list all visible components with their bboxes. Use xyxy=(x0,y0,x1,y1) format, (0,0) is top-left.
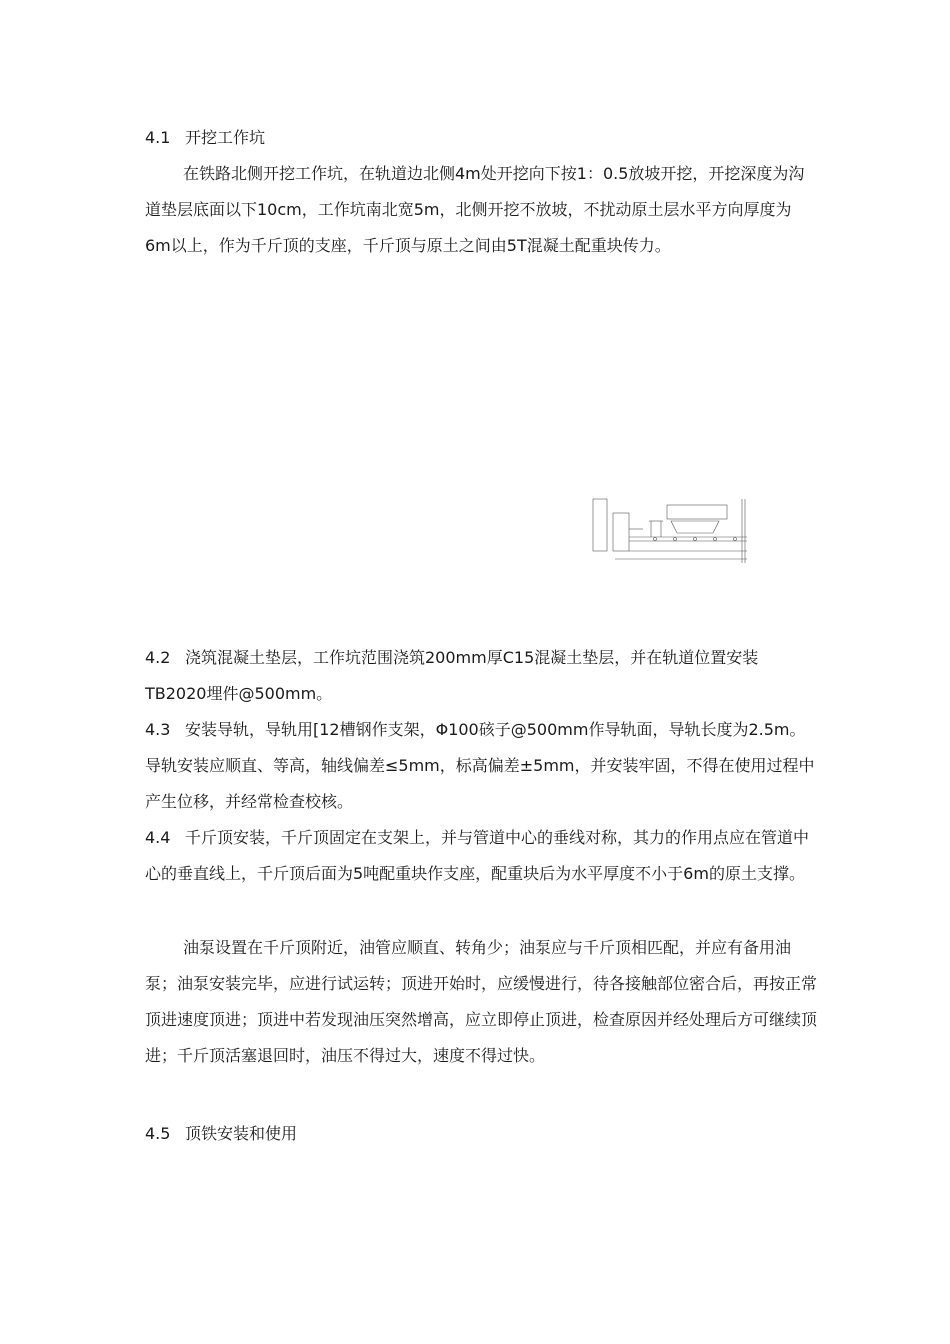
jacking-pit-diagram xyxy=(585,495,747,563)
section-body: 安装导轨，导轨用[12槽钢作支架，Φ100硋子@500mm作导轨面，导轨长度为2.5m。导轨安装应顺直、等高，轴线偏差≤5mm，标高偏差±5mm，并安装牢固，不得在使用过程中产生位移，并经常检查校核。 xyxy=(145,720,815,811)
section-4-2-paragraph xyxy=(145,640,817,712)
section-number: 4.1 xyxy=(145,128,171,147)
section-body: 浇筑混凝土垫层，工作坑范围浇筑200mm厚C15混凝土垫层，并在轨道位置安装TB2020埋件@500mm。 xyxy=(145,648,759,703)
section-number: 4.2 xyxy=(145,648,171,667)
section-4-1-paragraph: 在铁路北侧开挖工作坑，在轨道边北侧4m处开挖向下按1：0.5放坡开挖，开挖深度为沟道垫层底面以下10cm，工作坑南北宽5m，北侧开挖不放坡，不扰动原土层水平方向厚度为6m以上，作为千斤顶的支座，千斤顶与原土之间由5T混凝土配重块传力。 xyxy=(145,164,805,255)
section-number: 4.3 xyxy=(145,720,171,739)
section-body: 千斤顶安装，千斤顶固定在支架上，并与管道中心的垂线对称，其力的作用点应在管道中心的垂直线上，千斤顶后面为5吨配重块作支座，配重块后为水平厚度不小于6m的原土支撑。 xyxy=(145,828,810,883)
section-4-4-paragraph xyxy=(145,820,817,892)
section-number: 4.5 xyxy=(145,1124,171,1143)
section-title: 开挖工作坑 xyxy=(185,128,266,147)
section-4-3-paragraph xyxy=(145,712,817,820)
section-4-1-heading xyxy=(145,120,265,156)
section-title: 顶铁安装和使用 xyxy=(185,1124,298,1143)
section-number: 4.4 xyxy=(145,828,171,847)
section-4-4-paragraph-2: 油泵设置在千斤顶附近，油管应顺直、转角少；油泵应与千斤顶相匹配，并应有备用油泵；油泵安装完毕，应进行试运转；顶进开始时，应缓慢进行，待各接触部位密合后，再按正常顶进速度顶进；顶进中若发现油压突然增高，应立即停止顶进，检查原因并经处理后方可继续顶进；千斤顶活塞退回时，油压不得过大，速度不得过快。 xyxy=(145,938,818,1065)
section-4-5-heading xyxy=(145,1116,297,1152)
